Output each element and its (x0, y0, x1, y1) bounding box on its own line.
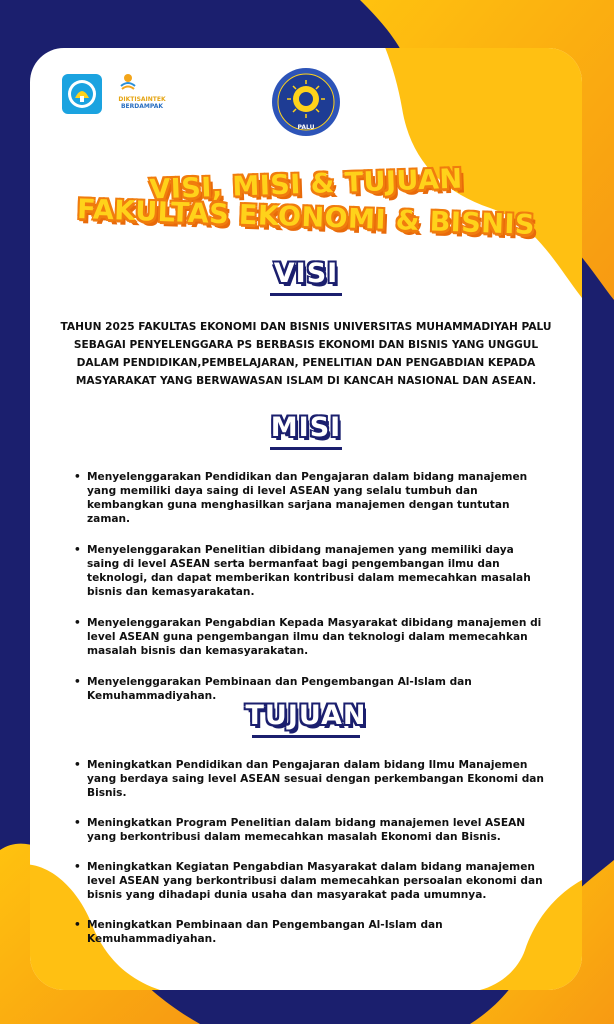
logo-b-text-2: BERDAMPAK (120, 103, 164, 110)
misi-heading-underline (270, 447, 342, 450)
university-seal-icon (270, 66, 342, 138)
list-item: • Meningkatkan Pendidikan dan Pengajaran dalam bidang Ilmu Manajemen yang berdaya saing level ASEAN sesuai dengan perkembangan Ekonomi dan Bisnis. (74, 758, 550, 800)
tujuan-list (74, 758, 550, 962)
tut-wuri-icon (66, 78, 98, 110)
diktisaintek-mark-icon (118, 72, 138, 92)
title-line-1: VISI, MISI & TUJUAN (148, 163, 464, 206)
visi-heading-underline (270, 293, 342, 296)
diktisaintek-logo (118, 72, 166, 122)
tujuan-heading-label: TUJUAN (245, 700, 367, 731)
list-item: • Menyelenggarakan Penelitian dibidang manajemen yang memiliki daya saing di level ASEAN serta bermanfaat bagi pengembangan ilmu dan teknologi, dan dapat memberikan kontribusi dalam memecahkan masalah bisnis dan kemasyarakatan. (74, 543, 544, 599)
title-line-2: FAKULTAS EKONOMI & BISNIS (76, 194, 536, 241)
visi-heading-label: VISI (273, 258, 339, 289)
misi-list (74, 470, 544, 720)
list-item: • Menyelenggarakan Pengabdian Kepada Masyarakat dibidang manajemen di level ASEAN guna pengembangan ilmu dan teknologi dalam memecahkan masalah bisnis dan kemasyarakatan. (74, 616, 544, 658)
logo-row (30, 48, 582, 168)
visi-statement: TAHUN 2025 FAKULTAS EKONOMI DAN BISNIS UNIVERSITAS MUHAMMADIYAH PALU SEBAGAI PENYELENGGARA PS BERBASIS EKONOMI DAN BISNIS YANG UNGGUL DALAM PENDIDIKAN,PEMBELAJARAN, PENELITIAN DAN PENGABDIAN KEPADA MASYARAKAT YANG BERWAWASAN ISLAM DI KANCAH NASIONAL DAN ASEAN. (60, 321, 552, 387)
visi-heading (30, 258, 582, 296)
list-item: • Menyelenggarakan Pembinaan dan Pengembangan Al-Islam dan Kemuhammadiyahan. (74, 675, 544, 703)
kemendikbud-logo (62, 74, 102, 114)
list-item: • Meningkatkan Kegiatan Pengabdian Masyarakat dalam bidang manajemen level ASEAN yang berkontribusi dalam memecahkan persoalan ekonomi dan bisnis yang dihadapi dunia usaha dan masyarakat pada umumnya. (74, 860, 550, 902)
tujuan-heading-underline (252, 735, 360, 738)
list-item: • Menyelenggarakan Pendidikan dan Pengajaran dalam bidang manajemen yang memiliki daya saing di level ASEAN yang selalu tumbuh dan kembangkan guna menghasilkan sarjana manajemen dengan tuntutan zaman. (74, 470, 544, 526)
seal-palu-text: PALU (297, 124, 315, 131)
misi-heading-label: MISI (270, 412, 342, 443)
logo-b-text-1: DIKTISAINTEK (118, 96, 166, 103)
tujuan-heading (30, 700, 582, 738)
university-seal (270, 66, 342, 138)
misi-heading (30, 412, 582, 450)
list-item: • Meningkatkan Pembinaan dan Pengembangan Al-Islam dan Kemuhammadiyahan. (74, 918, 550, 946)
content-card (30, 48, 582, 990)
list-item: • Meningkatkan Program Penelitian dalam bidang manajemen level ASEAN yang berkontribusi dalam memecahkan masalah Ekonomi dan Bisnis. (74, 816, 550, 844)
page-title (30, 163, 582, 241)
